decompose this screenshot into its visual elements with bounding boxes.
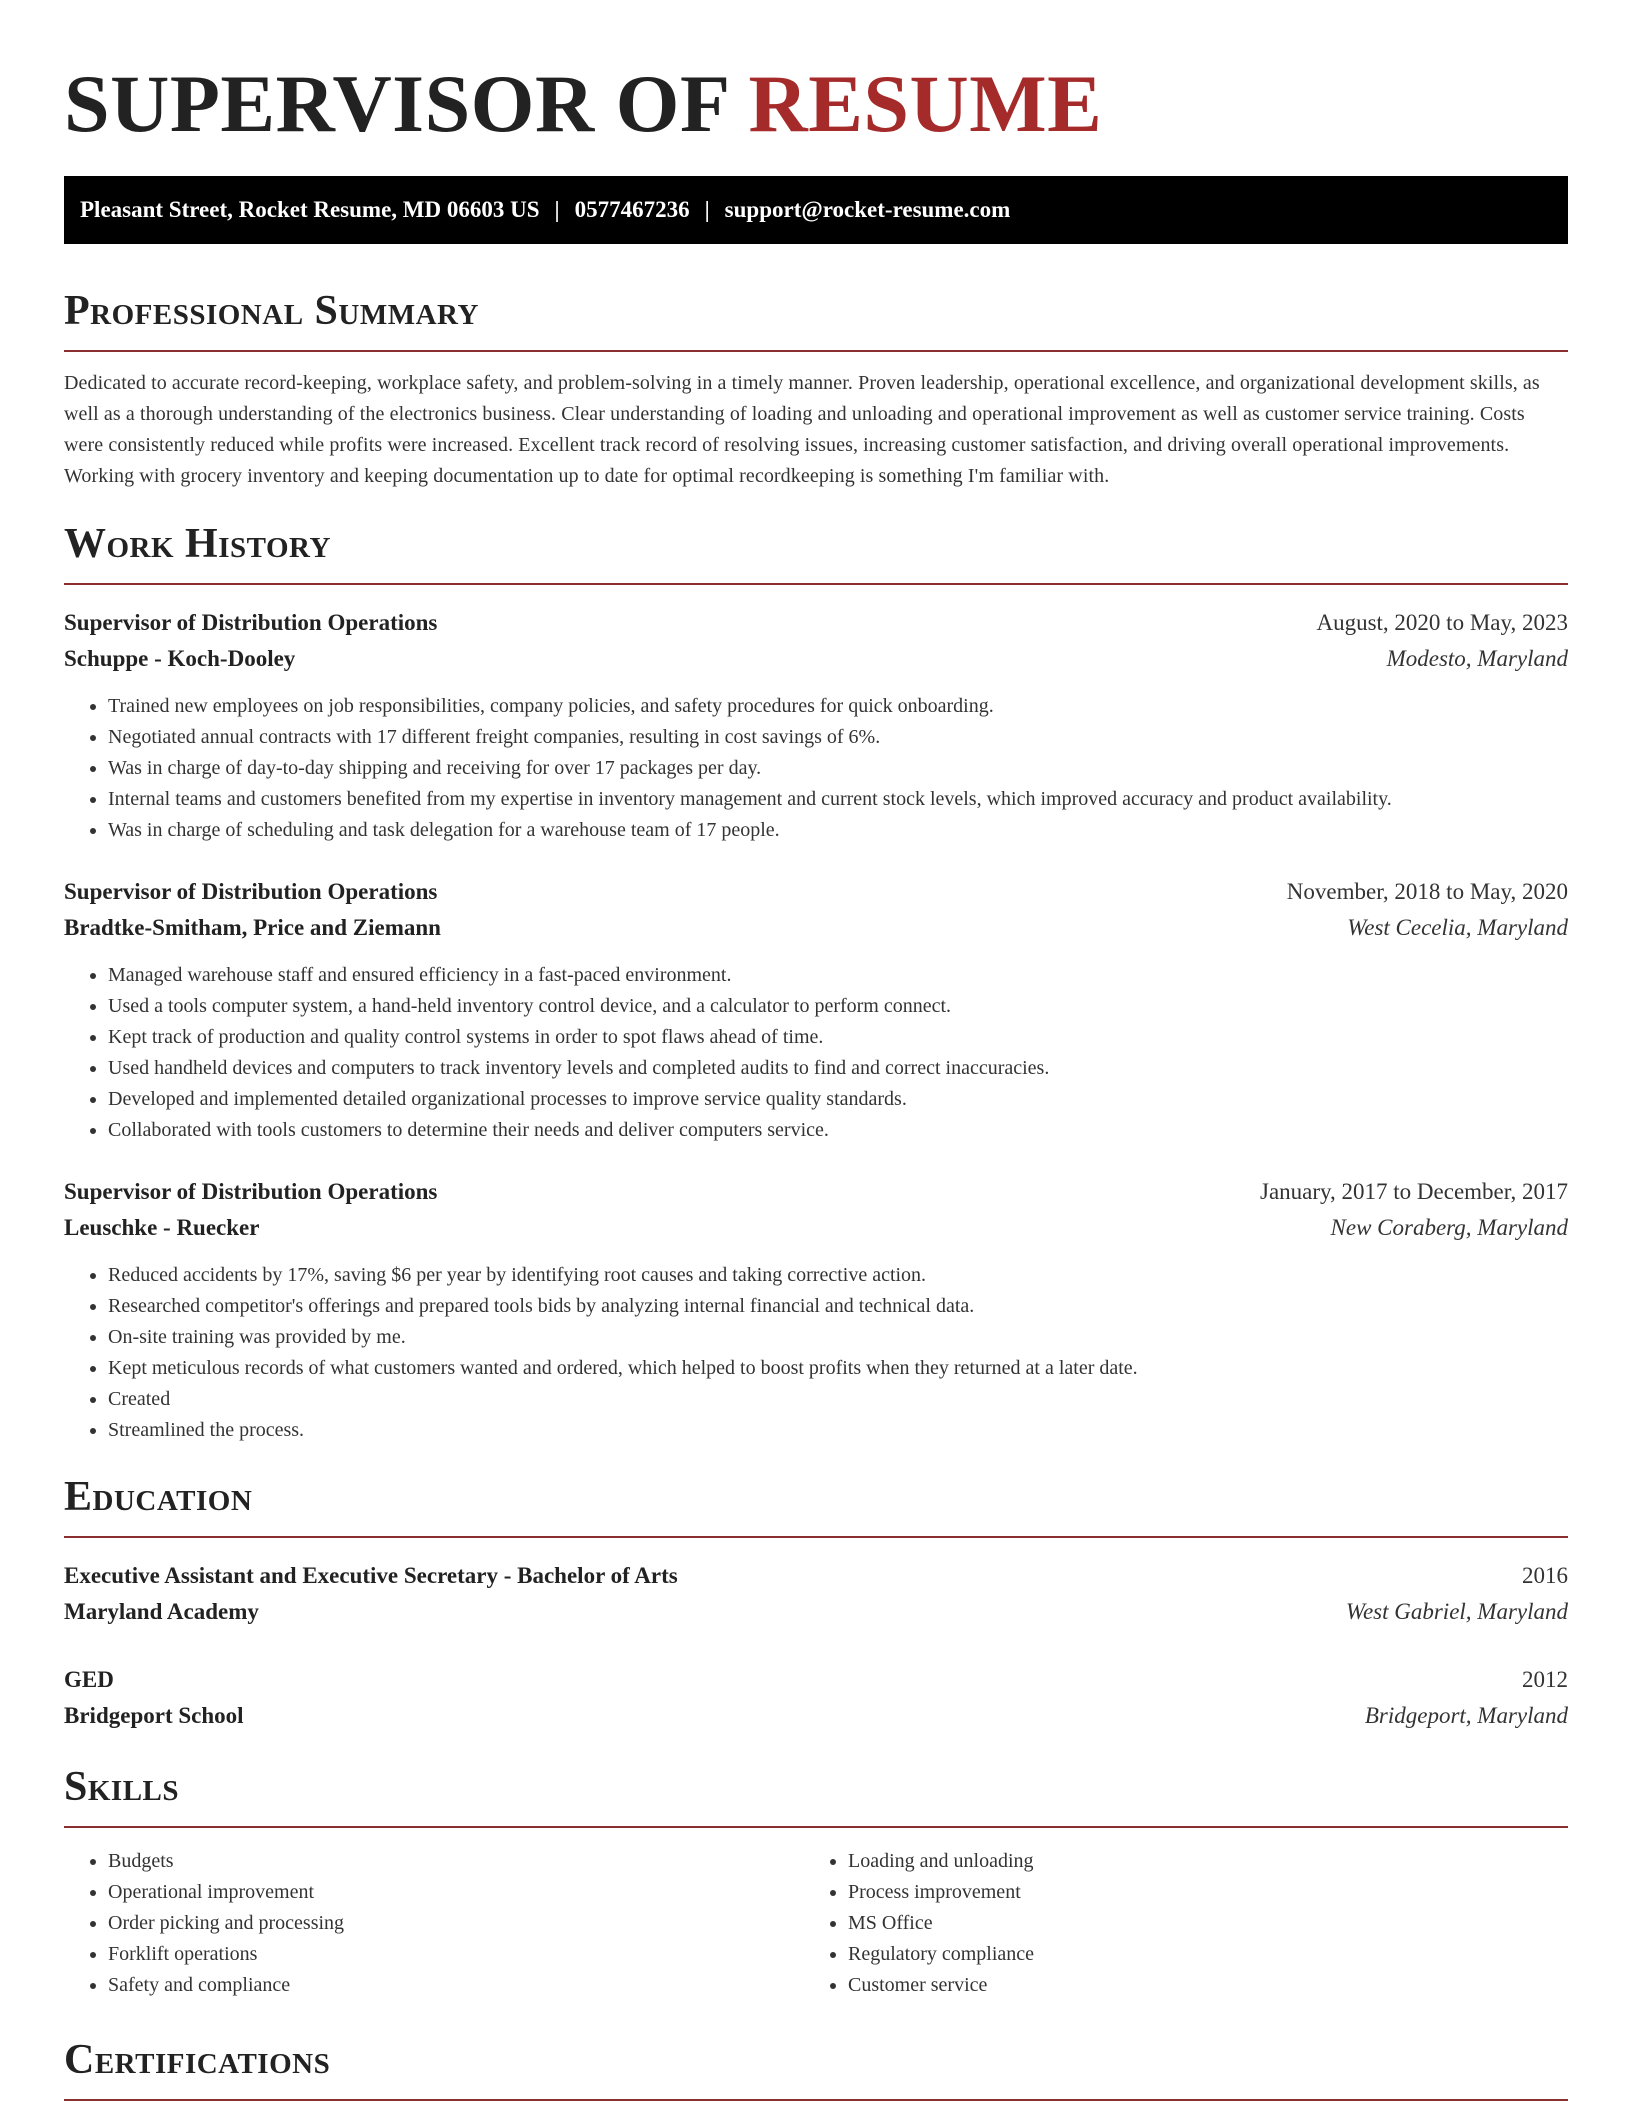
education-degree: GED (64, 1667, 114, 1692)
section-title-summary: Professional Summary (64, 288, 479, 334)
job-bullet: • Trained new employees on job responsibilities, company policies, and safety procedures for quick onboarding. (108, 691, 1568, 722)
education-year: 2012 (1522, 1667, 1568, 1692)
section-title-education: Education (64, 1474, 253, 1520)
section-divider (64, 350, 1568, 352)
job-title: Supervisor of Distribution Operations (64, 610, 438, 635)
education-school-row (64, 1698, 1568, 1734)
contact-phone: 0577467236 (574, 197, 690, 222)
job-company-row (64, 641, 1568, 677)
job-bullet: • Researched competitor's offerings and prepared tools bids by analyzing internal financial and technical data. (108, 1291, 1568, 1322)
contact-separator: | (704, 197, 710, 222)
education-location: West Gabriel, Maryland (1345, 1599, 1568, 1624)
job-company-row (64, 1210, 1568, 1246)
job-entry (64, 605, 1568, 846)
job-company: Schuppe - Koch-Dooley (64, 646, 296, 671)
section-divider (64, 583, 1568, 585)
education-header-row (64, 1662, 1568, 1698)
job-entry (64, 1174, 1568, 1446)
work-history-section (64, 519, 1568, 1446)
contact-address: Pleasant Street, Rocket Resume, MD 06603 US (80, 197, 540, 222)
education-year: 2016 (1522, 1563, 1568, 1588)
job-bullet: • Developed and implemented detailed organizational processes to improve service quality standards. (108, 1084, 1568, 1115)
skill-item: • Process improvement (848, 1877, 1544, 1908)
resume-name (64, 0, 1568, 152)
section-title-skills: Skills (64, 1764, 180, 1810)
job-bullet: • Internal teams and customers benefited from my expertise in inventory management and current stock levels, which improved accuracy and product availability. (108, 784, 1568, 815)
skill-item: • Safety and compliance (108, 1970, 804, 2001)
job-header-row (64, 1174, 1568, 1210)
skill-item: • Regulatory compliance (848, 1939, 1544, 1970)
skill-item: • Budgets (108, 1846, 804, 1877)
education-location: Bridgeport, Maryland (1364, 1703, 1568, 1728)
skills-column-right (804, 1846, 1544, 2001)
education-entry (64, 1662, 1568, 1734)
job-bullet: • On-site training was provided by me. (108, 1322, 1568, 1353)
job-location: New Coraberg, Maryland (1330, 1215, 1568, 1240)
skill-item: • Operational improvement (108, 1877, 804, 1908)
education-degree: Executive Assistant and Executive Secretary - Bachelor of Arts (64, 1563, 678, 1588)
job-company-row (64, 910, 1568, 946)
job-bullet: • Used a tools computer system, a hand-held inventory control device, and a calculator to perform connect. (108, 991, 1568, 1022)
job-bullet: • Reduced accidents by 17%, saving $6 per year by identifying root causes and taking corrective action. (108, 1260, 1568, 1291)
education-school: Bridgeport School (64, 1703, 244, 1728)
section-divider (64, 2099, 1568, 2101)
summary-text: Dedicated to accurate record-keeping, workplace safety, and problem-solving in a timely manner. Proven leadership, operational excellence, and organizational development skills, as well as a thorough understanding of the electronics business. Clear understanding of loading and unloading and operational improvement as well as customer service training. Costs were consistently reduced while profits were increased. Excellent track record of resolving issues, increasing customer satisfaction, and driving overall operational improvements. Working with grocery inventory and keeping documentation up to date for optimal recordkeeping is something I'm familiar with. (64, 372, 1540, 487)
job-dates: January, 2017 to December, 2017 (1260, 1179, 1568, 1204)
job-bullets (64, 691, 1568, 846)
certifications-section (64, 2035, 1568, 2101)
skill-item: • Loading and unloading (848, 1846, 1544, 1877)
education-header-row (64, 1558, 1568, 1594)
name-accent: RESUME (748, 58, 1103, 149)
job-company: Leuschke - Ruecker (64, 1215, 260, 1240)
job-title: Supervisor of Distribution Operations (64, 879, 438, 904)
skill-item: • Customer service (848, 1970, 1544, 2001)
job-bullet: • Negotiated annual contracts with 17 different freight companies, resulting in cost savings of 6%. (108, 722, 1568, 753)
job-entry (64, 874, 1568, 1146)
contact-email: support@rocket-resume.com (724, 197, 1011, 222)
job-location: West Cecelia, Maryland (1347, 915, 1568, 940)
skill-item: • Forklift operations (108, 1939, 804, 1970)
education-section (64, 1472, 1568, 1734)
job-bullet: • Kept meticulous records of what customers wanted and ordered, which helped to boost profits when they returned at a later date. (108, 1353, 1568, 1384)
education-school-row (64, 1594, 1568, 1630)
job-title: Supervisor of Distribution Operations (64, 1179, 438, 1204)
job-dates: November, 2018 to May, 2020 (1286, 879, 1568, 904)
contact-separator: | (554, 197, 560, 222)
job-bullet: • Collaborated with tools customers to determine their needs and deliver computers service. (108, 1115, 1568, 1146)
section-divider (64, 1536, 1568, 1538)
job-bullet: • Created (108, 1384, 1568, 1415)
name-main: SUPERVISOR OF (64, 58, 728, 149)
summary-section (64, 286, 1568, 492)
section-divider (64, 1826, 1568, 1828)
job-dates: August, 2020 to May, 2023 (1316, 610, 1568, 635)
job-bullet: • Kept track of production and quality control systems in order to spot flaws ahead of time. (108, 1022, 1568, 1053)
section-title-work-history: Work History (64, 521, 331, 567)
skills-section (64, 1762, 1568, 2001)
contact-bar (64, 176, 1568, 244)
job-bullet: • Managed warehouse staff and ensured efficiency in a fast-paced environment. (108, 960, 1568, 991)
skills-grid (64, 1846, 1568, 2001)
job-bullet: • Used handheld devices and computers to track inventory levels and completed audits to find and correct inaccuracies. (108, 1053, 1568, 1084)
skill-item: • Order picking and processing (108, 1908, 804, 1939)
skill-item: • MS Office (848, 1908, 1544, 1939)
education-entry (64, 1558, 1568, 1630)
skills-column-left (64, 1846, 804, 2001)
job-bullet: • Was in charge of scheduling and task delegation for a warehouse team of 17 people. (108, 815, 1568, 846)
job-bullets (64, 960, 1568, 1146)
section-title-certifications: Certifications (64, 2037, 331, 2083)
job-location: Modesto, Maryland (1386, 646, 1568, 671)
job-bullet: • Streamlined the process. (108, 1415, 1568, 1446)
job-company: Bradtke-Smitham, Price and Ziemann (64, 915, 441, 940)
job-header-row (64, 605, 1568, 641)
education-school: Maryland Academy (64, 1599, 259, 1624)
job-bullets (64, 1260, 1568, 1446)
job-bullet: • Was in charge of day-to-day shipping and receiving for over 17 packages per day. (108, 753, 1568, 784)
job-header-row (64, 874, 1568, 910)
